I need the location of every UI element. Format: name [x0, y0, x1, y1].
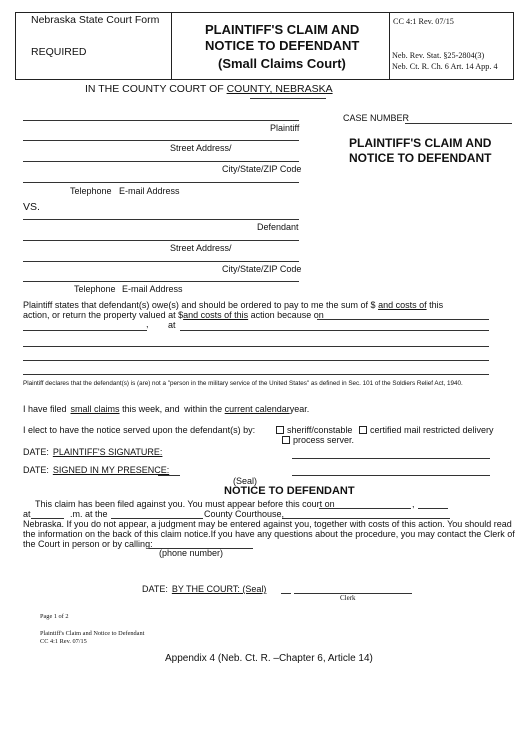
at-label: at	[168, 320, 176, 330]
telephone-label: Telephone	[74, 284, 116, 294]
city-state-zip-label: City/State/ZIP Code	[222, 264, 302, 274]
court-signature-field[interactable]: BY THE COURT: (Seal)	[171, 584, 267, 594]
header-divider	[171, 13, 172, 79]
notice-text: .m. at the	[70, 509, 108, 519]
statute-ref: Neb. Ct. R. Ch. 6 Art. 14 App. 4	[392, 62, 498, 71]
plaintiff-signature-field[interactable]: PLAINTIFF'S SIGNATURE:	[52, 447, 163, 457]
signed-in-presence-line: DATE: SIGNED IN MY PRESENCE:	[23, 465, 170, 475]
versus-label: VS.	[23, 201, 40, 213]
header-title: NOTICE TO DEFENDANT	[205, 38, 360, 53]
email-label: E-mail Address	[119, 186, 180, 196]
notice-text: Nebraska. If you do not appear, a judgment may be entered against you, together with costs of this action. You should read	[23, 519, 512, 529]
defendant-name-field[interactable]	[23, 219, 299, 220]
plaintiff-street-field[interactable]	[23, 140, 299, 141]
county-field[interactable]: COUNTY, NEBRASKA	[226, 83, 333, 95]
certified-mail-option[interactable]: certified mail restricted delivery	[359, 425, 494, 435]
clerk-label: Clerk	[340, 594, 356, 602]
filed-statement: I have filed small claims this week, and within the current calendaryear.	[23, 404, 310, 414]
telephone-label: Telephone	[70, 186, 112, 196]
plaintiff-signature-line: DATE: PLAINTIFF'S SIGNATURE:	[23, 447, 163, 457]
sheriff-option[interactable]: sheriff/constable	[276, 425, 352, 435]
notice-text: County Courthouse,	[204, 509, 285, 519]
form-code: CC 4:1 Rev. 07/15	[393, 17, 454, 26]
email-label: E-mail Address	[122, 284, 183, 294]
defendant-label: Defendant	[257, 222, 299, 232]
header-title: PLAINTIFF'S CLAIM AND	[205, 22, 360, 37]
notice-text: the Court in person or by calling:	[23, 539, 153, 549]
claim-reason-line[interactable]	[23, 360, 489, 361]
military-declaration: Plaintiff declares that the defendant(s) is (are) not a "person in the military service of the United States" as defined in Sec. 101 of the Soldiers Relief Act, 1940.	[23, 380, 463, 387]
defendant-street-field[interactable]	[23, 240, 299, 241]
side-title: NOTICE TO DEFENDANT	[349, 151, 492, 165]
certified-mail-checkbox[interactable]	[359, 426, 367, 434]
court-name: IN THE COUNTY COURT OF COUNTY, NEBRASKA	[85, 83, 333, 95]
date-field[interactable]	[281, 593, 291, 594]
appearance-date-field[interactable]	[319, 508, 411, 509]
date-field[interactable]	[158, 475, 180, 476]
case-number-field[interactable]	[405, 123, 512, 124]
property-value-field[interactable]: and costs of this	[183, 310, 249, 320]
process-server-option[interactable]: process server.	[282, 435, 354, 445]
plaintiff-phone-field[interactable]	[23, 182, 299, 183]
plaintiff-name-field[interactable]	[23, 120, 299, 121]
header-subtitle: (Small Claims Court)	[218, 56, 346, 71]
comma: ,	[146, 319, 149, 329]
claim-reason-line[interactable]	[23, 346, 489, 347]
appearance-year-field[interactable]	[418, 508, 448, 509]
witness-signature-field[interactable]	[292, 475, 490, 476]
form-label: Nebraska State Court Form	[31, 14, 160, 26]
footer-form-code: CC 4:1 Rev. 07/15	[40, 638, 87, 645]
comma: ,	[412, 499, 415, 509]
filed-year-field[interactable]: current calendar	[224, 404, 290, 414]
claim-reason-line[interactable]	[23, 374, 489, 375]
header-divider	[389, 13, 390, 79]
appendix-label: Appendix 4 (Neb. Ct. R. –Chapter 6, Article 14)	[165, 653, 373, 664]
claim-text: Plaintiff states that defendant(s) owe(s) and should be ordered to pay to me the sum of $ and costs of this	[23, 300, 444, 310]
signed-in-presence-field[interactable]: SIGNED IN MY PRESENCE:	[52, 465, 170, 475]
footer-form-name: Plaintiff's Claim and Notice to Defendant	[40, 630, 145, 637]
court-signature-line: DATE: BY THE COURT: (Seal)	[142, 584, 267, 594]
city-state-zip-label: City/State/ZIP Code	[222, 164, 302, 174]
seal-label: (Seal)	[233, 476, 258, 486]
signature-field[interactable]	[292, 458, 490, 459]
street-address-label: Street Address/	[170, 143, 232, 153]
plaintiff-label: Plaintiff	[270, 123, 300, 133]
defendant-phone-field[interactable]	[23, 281, 299, 282]
filed-week-field[interactable]: small claims	[70, 404, 120, 414]
defendant-city-field[interactable]	[23, 261, 299, 262]
notice-title: NOTICE TO DEFENDANT	[224, 485, 355, 497]
side-title: PLAINTIFF'S CLAIM AND	[349, 136, 492, 150]
service-text: I elect to have the notice served upon the defendant(s) by:	[23, 425, 256, 435]
sheriff-checkbox[interactable]	[276, 426, 284, 434]
plaintiff-city-field[interactable]	[23, 161, 299, 162]
notice-text: the information on the back of this claim notice.If you have any questions about the procedure, you may contact the Clerk of	[23, 529, 515, 539]
page-number: Page 1 of 2	[40, 613, 69, 620]
notice-text: at	[23, 509, 31, 519]
county-underline	[250, 98, 326, 99]
claim-reason-field[interactable]	[180, 330, 489, 331]
required-label: REQUIRED	[31, 46, 87, 58]
phone-number-label: (phone number)	[159, 548, 224, 558]
claim-text: action, or return the property valued at $and costs of this action because on	[23, 310, 324, 320]
claim-date-field[interactable]	[317, 319, 489, 320]
statute-ref: Neb. Rev. Stat. §25-2804(3)	[392, 51, 485, 60]
case-number-label: CASE NUMBER	[343, 113, 410, 123]
street-address-label: Street Address/	[170, 243, 232, 253]
process-server-checkbox[interactable]	[282, 436, 290, 444]
notice-text: This claim has been filed against you. You must appear before this court on	[35, 499, 335, 509]
claim-amount-field[interactable]: and costs of	[378, 300, 427, 310]
claim-date-field[interactable]	[23, 330, 147, 331]
